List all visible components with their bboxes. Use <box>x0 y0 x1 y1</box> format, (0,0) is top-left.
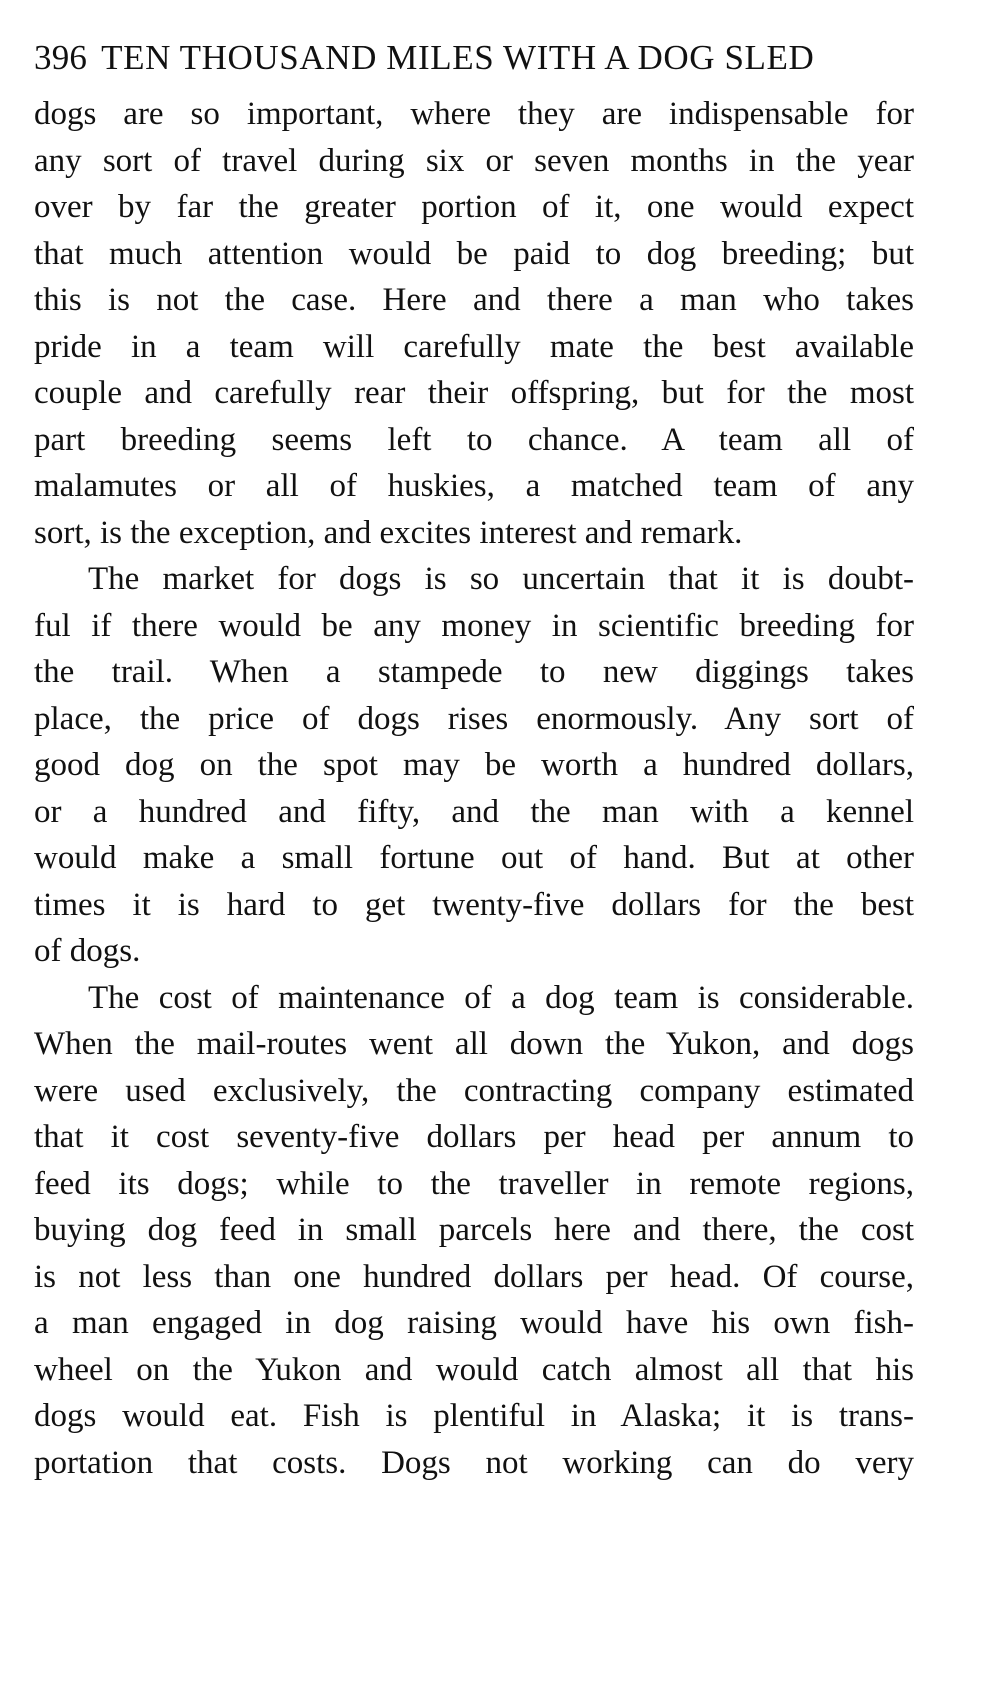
page-number: 396 <box>34 38 88 77</box>
text-line: couple and carefully rear their offspring, but for the most <box>34 375 914 411</box>
text-line: dogs would eat. Fish is plentiful in Alaska; it is trans- <box>34 1398 914 1434</box>
text-line: the trail. When a stampede to new diggings takes <box>34 654 914 690</box>
text-line: ful if there would be any money in scientific breeding for <box>34 607 914 644</box>
paragraph <box>34 975 914 1487</box>
text-line: would make a small fortune out of hand. But at other <box>34 840 914 876</box>
text-line: place, the price of dogs rises enormously. Any sort of <box>34 700 914 737</box>
paragraph <box>34 91 914 556</box>
text-line: sort, is the exception, and excites interest and remark. <box>34 514 743 551</box>
book-page <box>34 40 914 1486</box>
text-line: or a hundred and fifty, and the man with a kennel <box>34 793 914 830</box>
text-line: over by far the greater portion of it, one would expect <box>34 189 914 225</box>
text-line: that much attention would be paid to dog breeding; but <box>34 235 914 272</box>
text-line: were used exclusively, the contracting company estimated <box>34 1072 914 1109</box>
text-line: this is not the case. Here and there a man who takes <box>34 282 914 318</box>
running-head <box>34 40 914 75</box>
text-line: malamutes or all of huskies, a matched team of any <box>34 468 914 504</box>
text-line: part breeding seems left to chance. A team all of <box>34 421 914 458</box>
text-line: of dogs. <box>34 933 141 969</box>
body-text <box>34 91 914 1486</box>
text-line: When the mail-routes went all down the Yukon, and dogs <box>34 1026 914 1062</box>
text-line: portation that costs. Dogs not working can do very <box>34 1444 914 1481</box>
text-line: times it is hard to get twenty-five dollars for the best <box>34 886 914 923</box>
text-line: The cost of maintenance of a dog team is considerable. <box>88 979 914 1016</box>
text-line: dogs are so important, where they are indispensable for <box>34 96 914 132</box>
text-line: good dog on the spot may be worth a hundred dollars, <box>34 747 914 783</box>
text-line: wheel on the Yukon and would catch almost all that his <box>34 1351 914 1388</box>
book-title: TEN THOUSAND MILES WITH A DOG SLED <box>101 38 815 77</box>
text-line: The market for dogs is so uncertain that it is doubt- <box>88 561 914 597</box>
text-line: pride in a team will carefully mate the best available <box>34 328 914 365</box>
text-line: that it cost seventy-five dollars per head per annum to <box>34 1119 914 1155</box>
text-line: is not less than one hundred dollars per head. Of course, <box>34 1258 914 1295</box>
paragraph <box>34 556 914 975</box>
text-line: a man engaged in dog raising would have his own fish- <box>34 1305 914 1341</box>
text-line: any sort of travel during six or seven months in the year <box>34 142 914 179</box>
text-line: buying dog feed in small parcels here and there, the cost <box>34 1212 914 1248</box>
text-line: feed its dogs; while to the traveller in remote regions, <box>34 1165 914 1202</box>
